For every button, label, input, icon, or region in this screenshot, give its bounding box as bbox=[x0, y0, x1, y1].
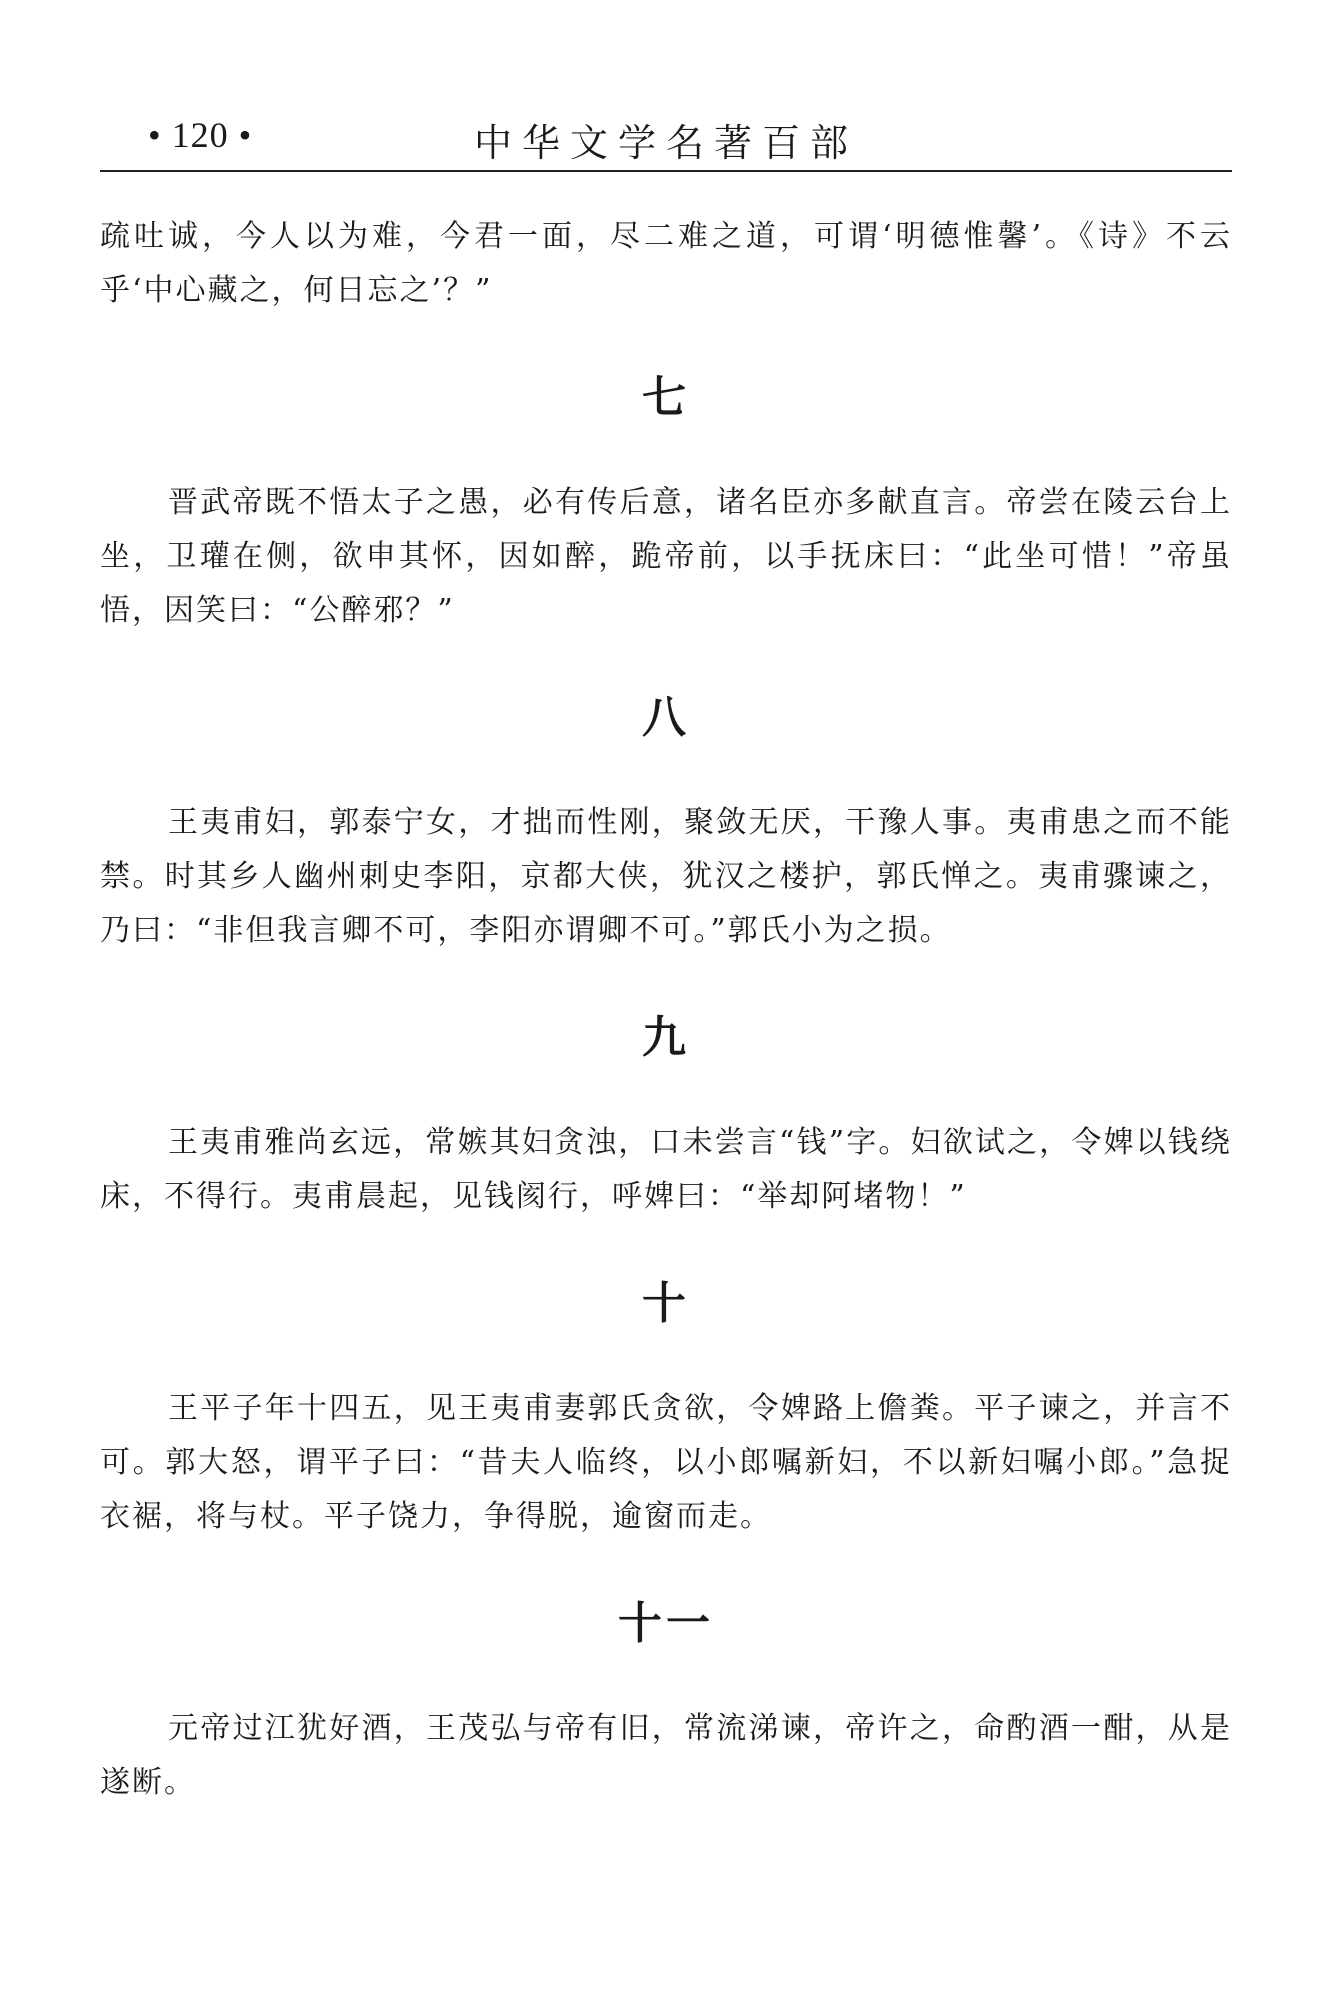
paragraph-section-7: 晋武帝既不悟太子之愚，必有传后意，诸名臣亦多献直言。帝尝在陵云台上坐，卫瓘在侧，欲申其怀，因如醉，跪帝前，以手抚床曰：“此坐可惜！”帝虽悟，因笑曰：“公醉邪？” bbox=[100, 485, 1232, 628]
paragraph-section-9: 王夷甫雅尚玄远，常嫉其妇贪浊，口未尝言“钱”字。妇欲试之，令婢以钱绕床，不得行。夷甫晨起，见钱阂行，呼婢曰：“举却阿堵物！” bbox=[100, 1125, 1232, 1214]
paragraph-section-11: 元帝过江犹好酒，王茂弘与帝有旧，常流涕谏，帝许之，命酌酒一酣，从是遂断。 bbox=[100, 1711, 1232, 1800]
section-heading-9: 九 bbox=[642, 1012, 690, 1063]
paragraph-section-10: 王平子年十四五，见王夷甫妻郭氏贪欲，令婢路上儋粪。平子谏之，并言不可。郭大怒，谓平子曰：“昔夫人临终，以小郎嘱新妇，不以新妇嘱小郎。”急捉衣裾，将与杖。平子饶力，争得脱，逾窗而走。 bbox=[100, 1391, 1232, 1534]
page-number: • 120 • bbox=[148, 115, 253, 155]
paragraph-section-8: 王夷甫妇，郭泰宁女，才拙而性刚，聚敛无厌，干豫人事。夷甫患之而不能禁。时其乡人幽州刺史李阳，京都大侠，犹汉之楼护，郭氏惮之。夷甫骤谏之，乃曰：“非但我言卿不可，李阳亦谓卿不可。”郭氏小为之损。 bbox=[100, 805, 1232, 948]
paragraph-continued: 疏吐诚，今人以为难，今君一面，尽二难之道，可谓‘明德惟馨’。《诗》不云乎‘中心藏之，何日忘之’？” bbox=[100, 219, 1232, 308]
running-header bbox=[100, 108, 1232, 168]
section-heading-8: 八 bbox=[642, 692, 690, 743]
section-heading-10: 十 bbox=[642, 1278, 690, 1329]
section-heading-11: 十一 bbox=[618, 1598, 714, 1649]
header-divider bbox=[100, 170, 1232, 172]
page-body bbox=[100, 210, 1232, 1810]
section-heading-7: 七 bbox=[642, 372, 690, 423]
book-title: 中华文学名著百部 bbox=[473, 121, 858, 165]
